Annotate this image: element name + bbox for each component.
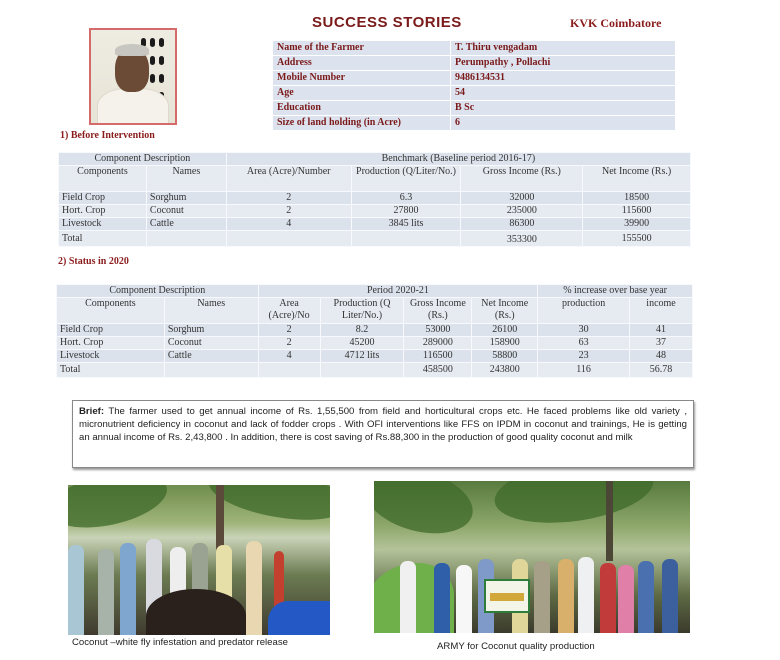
status-2020-heading: 2) Status in 2020 — [58, 256, 129, 267]
organization-name: KVK Coimbatore — [570, 16, 662, 30]
cell-gross-income: 289000 — [404, 337, 472, 350]
cell-net-income: 158900 — [472, 337, 538, 350]
status-2020-table — [56, 284, 693, 378]
photo-caption-whitefly: Coconut –white fly infestation and predator release — [72, 637, 288, 648]
column-header: Area (Acre)/Number — [226, 166, 351, 192]
table-row — [59, 205, 691, 218]
cell-component: Livestock — [59, 218, 147, 231]
cell-area: 4 — [258, 350, 320, 363]
cell-name: Sorghum — [164, 324, 258, 337]
table-row — [59, 192, 691, 205]
cell-name — [146, 231, 226, 247]
column-header: Components — [57, 298, 165, 324]
cell-area: 2 — [226, 192, 351, 205]
cell-component: Total — [57, 363, 165, 378]
cell-gross-income: 116500 — [404, 350, 472, 363]
cell-component: Total — [59, 231, 147, 247]
cell-increase-income: 37 — [630, 337, 693, 350]
info-row — [273, 71, 676, 86]
column-header: Components — [59, 166, 147, 192]
cell-name: Coconut — [146, 205, 226, 218]
table-row-total — [57, 363, 693, 378]
brief-label: Brief: — [79, 406, 105, 417]
photo-whitefly-meeting — [68, 485, 330, 635]
cell-area: 4 — [226, 218, 351, 231]
info-row — [273, 101, 676, 116]
cell-production — [320, 363, 404, 378]
army-banner — [484, 579, 530, 613]
table-row — [57, 350, 693, 363]
cell-gross-income: 32000 — [461, 192, 583, 205]
column-header: Production (Q Liter/No.) — [320, 298, 404, 324]
info-value: B Sc — [451, 101, 676, 116]
cell-increase-income: 41 — [630, 324, 693, 337]
info-value: Perumpathy , Pollachi — [451, 56, 676, 71]
cell-component: Livestock — [57, 350, 165, 363]
column-header: Net Income (Rs.) — [583, 166, 691, 192]
column-header: Names — [164, 298, 258, 324]
info-value: 9486134531 — [451, 71, 676, 86]
photo-caption-army: ARMY for Coconut quality production — [437, 641, 595, 652]
cell-increase-production: 23 — [538, 350, 630, 363]
cell-net-income: 58800 — [472, 350, 538, 363]
column-header: Gross Income (Rs.) — [461, 166, 583, 192]
cell-increase-production: 116 — [538, 363, 630, 378]
info-value: 6 — [451, 116, 676, 131]
column-header: Production (Q/Liter/No.) — [351, 166, 461, 192]
info-row — [273, 116, 676, 131]
info-value: T. Thiru vengadam — [451, 41, 676, 56]
before-intervention-heading: 1) Before Intervention — [60, 130, 155, 141]
column-header: Gross Income (Rs.) — [404, 298, 472, 324]
page-title: SUCCESS STORIES — [312, 14, 462, 31]
table-row-total — [59, 231, 691, 247]
cell-increase-income: 56.78 — [630, 363, 693, 378]
info-row — [273, 41, 676, 56]
cell-production: 45200 — [320, 337, 404, 350]
cell-component: Hort. Crop — [59, 205, 147, 218]
info-value: 54 — [451, 86, 676, 101]
cell-gross-income: 235000 — [461, 205, 583, 218]
group-header-component: Component Description — [59, 153, 227, 166]
cell-production: 6.3 — [351, 192, 461, 205]
cell-name: Coconut — [164, 337, 258, 350]
cell-area — [258, 363, 320, 378]
cell-gross-income: 86300 — [461, 218, 583, 231]
cell-production: 4712 lits — [320, 350, 404, 363]
table-row — [57, 337, 693, 350]
cell-production — [351, 231, 461, 247]
cell-net-income: 18500 — [583, 192, 691, 205]
cell-net-income: 26100 — [472, 324, 538, 337]
cell-component: Hort. Crop — [57, 337, 165, 350]
cell-name: Cattle — [164, 350, 258, 363]
cell-component: Field Crop — [57, 324, 165, 337]
cell-name: Cattle — [146, 218, 226, 231]
group-header-component: Component Description — [57, 285, 259, 298]
cell-increase-income: 48 — [630, 350, 693, 363]
cell-area: 2 — [258, 324, 320, 337]
info-label: Age — [273, 86, 451, 101]
cell-production: 27800 — [351, 205, 461, 218]
group-header-increase: % increase over base year — [538, 285, 693, 298]
cell-name: Sorghum — [146, 192, 226, 205]
farmer-info-table — [272, 40, 676, 131]
group-header-benchmark: Benchmark (Baseline period 2016-17) — [226, 153, 690, 166]
group-header-period: Period 2020-21 — [258, 285, 538, 298]
cell-gross-income: 353300 — [461, 231, 583, 247]
cell-area: 2 — [226, 205, 351, 218]
cell-gross-income: 53000 — [404, 324, 472, 337]
photo-army-coconut-group — [374, 481, 690, 633]
cell-net-income: 39900 — [583, 218, 691, 231]
cell-name — [164, 363, 258, 378]
info-label: Size of land holding (in Acre) — [273, 116, 451, 131]
table-row — [57, 324, 693, 337]
before-intervention-table — [58, 152, 691, 247]
cell-area — [226, 231, 351, 247]
brief-box — [72, 400, 694, 468]
cell-area: 2 — [258, 337, 320, 350]
table-row — [59, 218, 691, 231]
cell-gross-income: 458500 — [404, 363, 472, 378]
column-header: income — [630, 298, 693, 324]
column-header: Area (Acre)/No — [258, 298, 320, 324]
cell-net-income: 155500 — [583, 231, 691, 247]
cell-production: 8.2 — [320, 324, 404, 337]
info-row — [273, 56, 676, 71]
info-label: Address — [273, 56, 451, 71]
brief-text: The farmer used to get annual income of Rs. 1,55,500 from field and horticultural crops etc. He faced problems like old variety , micronutrient deficiency in coconut and lack of fodder crops . With OFI interventions like FFS on IPDM in coconut and trainings, He is getting an annual income of Rs. 2,43,800 . In addition, there is cost saving of Rs.88,300 in the production of good quality coconut and milk — [79, 406, 687, 443]
column-header: Names — [146, 166, 226, 192]
cell-production: 3845 lits — [351, 218, 461, 231]
cell-increase-production: 63 — [538, 337, 630, 350]
cell-component: Field Crop — [59, 192, 147, 205]
cell-increase-production: 30 — [538, 324, 630, 337]
info-label: Education — [273, 101, 451, 116]
cell-net-income: 115600 — [583, 205, 691, 218]
info-row — [273, 86, 676, 101]
info-label: Name of the Farmer — [273, 41, 451, 56]
farmer-photo — [89, 28, 177, 125]
cell-net-income: 243800 — [472, 363, 538, 378]
column-header: production — [538, 298, 630, 324]
info-label: Mobile Number — [273, 71, 451, 86]
column-header: Net Income (Rs.) — [472, 298, 538, 324]
